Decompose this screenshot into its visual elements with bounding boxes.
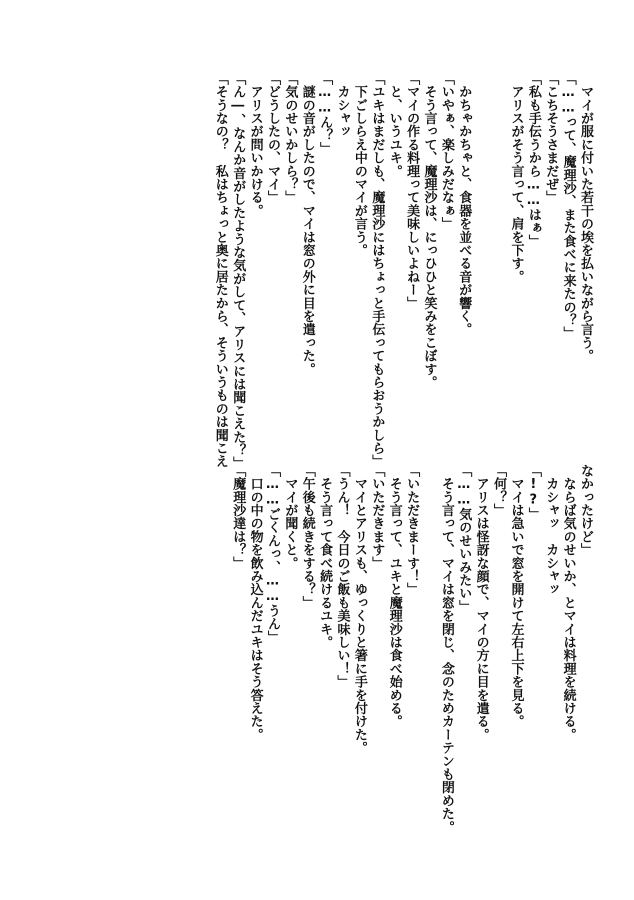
text-line: 「!?」 <box>525 464 541 521</box>
text-line: 「こちそうさまだぜ」 <box>543 72 559 204</box>
text-line: と、いうユキ。 <box>386 72 402 178</box>
text-line: 「魔理沙達は？」 <box>230 464 246 570</box>
text-line: 「いただきます」 <box>369 464 385 570</box>
text-line: 「ユキはまだしも、魔理沙にはちょっと手伝ってもらおうかしら」 <box>369 72 385 468</box>
text-line: 「午後も続きをする？」 <box>299 464 315 610</box>
text-line <box>472 72 489 470</box>
text-line <box>490 72 507 470</box>
text-line: そう言って食べ続けるユキ。 <box>317 464 333 649</box>
text-line: カシャッ カシャッ <box>543 464 559 596</box>
text-line: 「気のせいかしら？」 <box>282 72 298 204</box>
text-line: 「いやぁ、楽しみだなぁ」 <box>438 72 454 231</box>
text-line: 「……ごくんっ、……うん」 <box>264 464 280 644</box>
text-line: マイは急いで窓を開けて左右上下を見る。 <box>508 464 524 728</box>
text-line: アリスが問いかける。 <box>247 72 263 218</box>
text-line: アリスがそう言って、肩を下す。 <box>508 72 524 284</box>
bottom-text-block <box>229 464 594 834</box>
text-line: アリスは怪訝な顔で、マイの方に目を遣る。 <box>473 464 489 742</box>
text-line: 「……気のせいみたい」 <box>456 464 472 614</box>
text-line <box>420 464 437 834</box>
text-line: 口の中の物を飲み込んだユキはそう答えた。 <box>247 464 263 742</box>
text-line: 「そうなの？ 私はちょっと奥に居たから、そういうものは聞こえ <box>212 72 228 468</box>
text-line: 「いただきまーす！」 <box>404 464 420 596</box>
text-line: そう言って、魔理沙は、にっひひと笑みをこぼす。 <box>421 72 437 389</box>
text-line: 「……ん？」 <box>317 72 333 156</box>
text-line: 下ごしらえ中のマイが言う。 <box>351 72 367 257</box>
text-line: 「何？」 <box>491 464 507 517</box>
text-line: 「……って、魔理沙、また食べに来たの？」 <box>560 72 576 340</box>
text-line: ならば気のせいか、とマイは料理を続ける。 <box>560 464 576 742</box>
text-line: 「うん！ 今日のご飯も美味しい！」 <box>334 464 350 689</box>
text-line: カシャッ <box>334 72 350 138</box>
text-line: そう言って、ユキと魔理沙は食べ始める。 <box>386 464 402 728</box>
text-line: マイとアリスも、ゆっくりと箸に手を付けた。 <box>351 464 367 755</box>
text-line: かちゃかちゃと、食器を並べる音が響く。 <box>456 72 472 336</box>
text-line: なかったけど」 <box>578 464 593 557</box>
top-text-block <box>211 72 594 470</box>
text-line: 「どうしたの、マイ」 <box>264 72 280 204</box>
text-line: 「私も手伝うから……はぁ」 <box>525 72 541 248</box>
text-line: 謎の音がしたので、マイは窓の外に目を遣った。 <box>299 72 315 376</box>
text-line: 「ん―、なんか音がしたような気がして、アリスには聞こえた？」 <box>230 72 246 470</box>
text-line: マイが聞くと。 <box>282 464 298 570</box>
text-line: マイが服に付いた若干の埃を払いながら言う。 <box>578 72 593 363</box>
text-line: 「マイの作る料理って美味しいよねー」 <box>404 72 420 310</box>
text-line: そう言って、マイは窓を閉じ、念のためカーテンも閉めた。 <box>438 464 454 834</box>
